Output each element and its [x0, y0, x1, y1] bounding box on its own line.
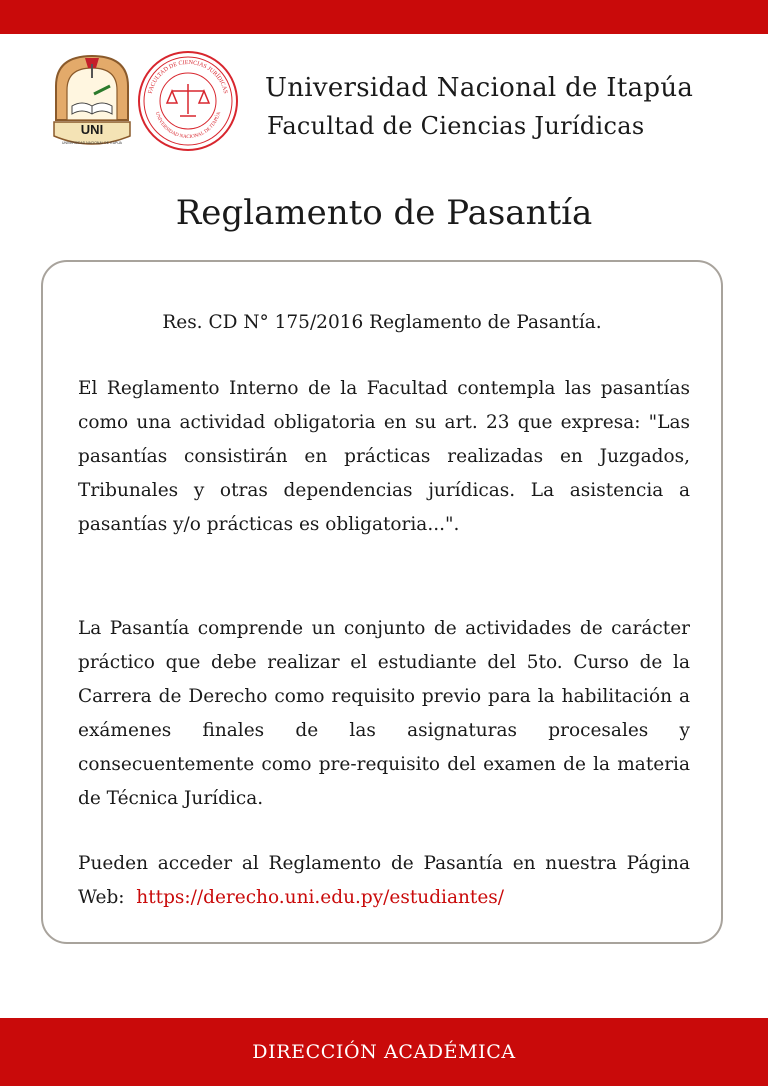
- content-box: [41, 260, 723, 944]
- seal-outer-text: FACULTAD DE CIENCIAS JURÍDICAS: [147, 59, 229, 95]
- top-bar: [0, 0, 768, 34]
- website-link[interactable]: https://derecho.uni.edu.py/estudiantes/: [136, 887, 505, 908]
- paragraph-website-access: [78, 847, 690, 915]
- faculty-seal-logo: [137, 50, 239, 152]
- uni-logo-text: UNI: [80, 122, 104, 137]
- resolution-reference: Res. CD N° 175/2016 Reglamento de Pasantía.: [162, 312, 602, 333]
- page-title: Reglamento de Pasantía: [175, 193, 593, 233]
- footer-label: DIRECCIÓN ACADÉMICA: [252, 1041, 516, 1063]
- paragraph-internal-regulation: El Reglamento Interno de la Facultad contempla las pasantías como una actividad obligatoria en su art. 23 que expresa: "Las pasantías consistirán en prácticas realizadas en Juzgados, Tribunales y otras dependencias jurídicas. La asistencia a pasantías y/o prácticas es obligatoria...".: [78, 378, 690, 535]
- website-access-text: Pueden acceder al Reglamento de Pasantía en nuestra Página Web:: [78, 853, 690, 908]
- uni-logo-subtext: UNIVERSIDAD NACIONAL DE ITAPÚA: [62, 141, 122, 145]
- seal-inner-text: UNIVERSIDAD NACIONAL DE ITAPÚA: [153, 111, 223, 141]
- paragraph-internship-description: La Pasantía comprende un conjunto de actividades de carácter práctico que debe realizar el estudiante del 5to. Curso de la Carrera de Derecho como requisito previo para la habilitación a exámenes finales de las asignaturas procesales y consecuentemente como pre-requisito del examen de la materia de Técnica Jurídica.: [78, 618, 690, 809]
- footer-bar: [0, 1018, 768, 1086]
- faculty-name: Facultad de Ciencias Jurídicas: [267, 112, 645, 140]
- institution-name: Universidad Nacional de Itapúa: [265, 73, 694, 103]
- uni-logo: [50, 50, 134, 152]
